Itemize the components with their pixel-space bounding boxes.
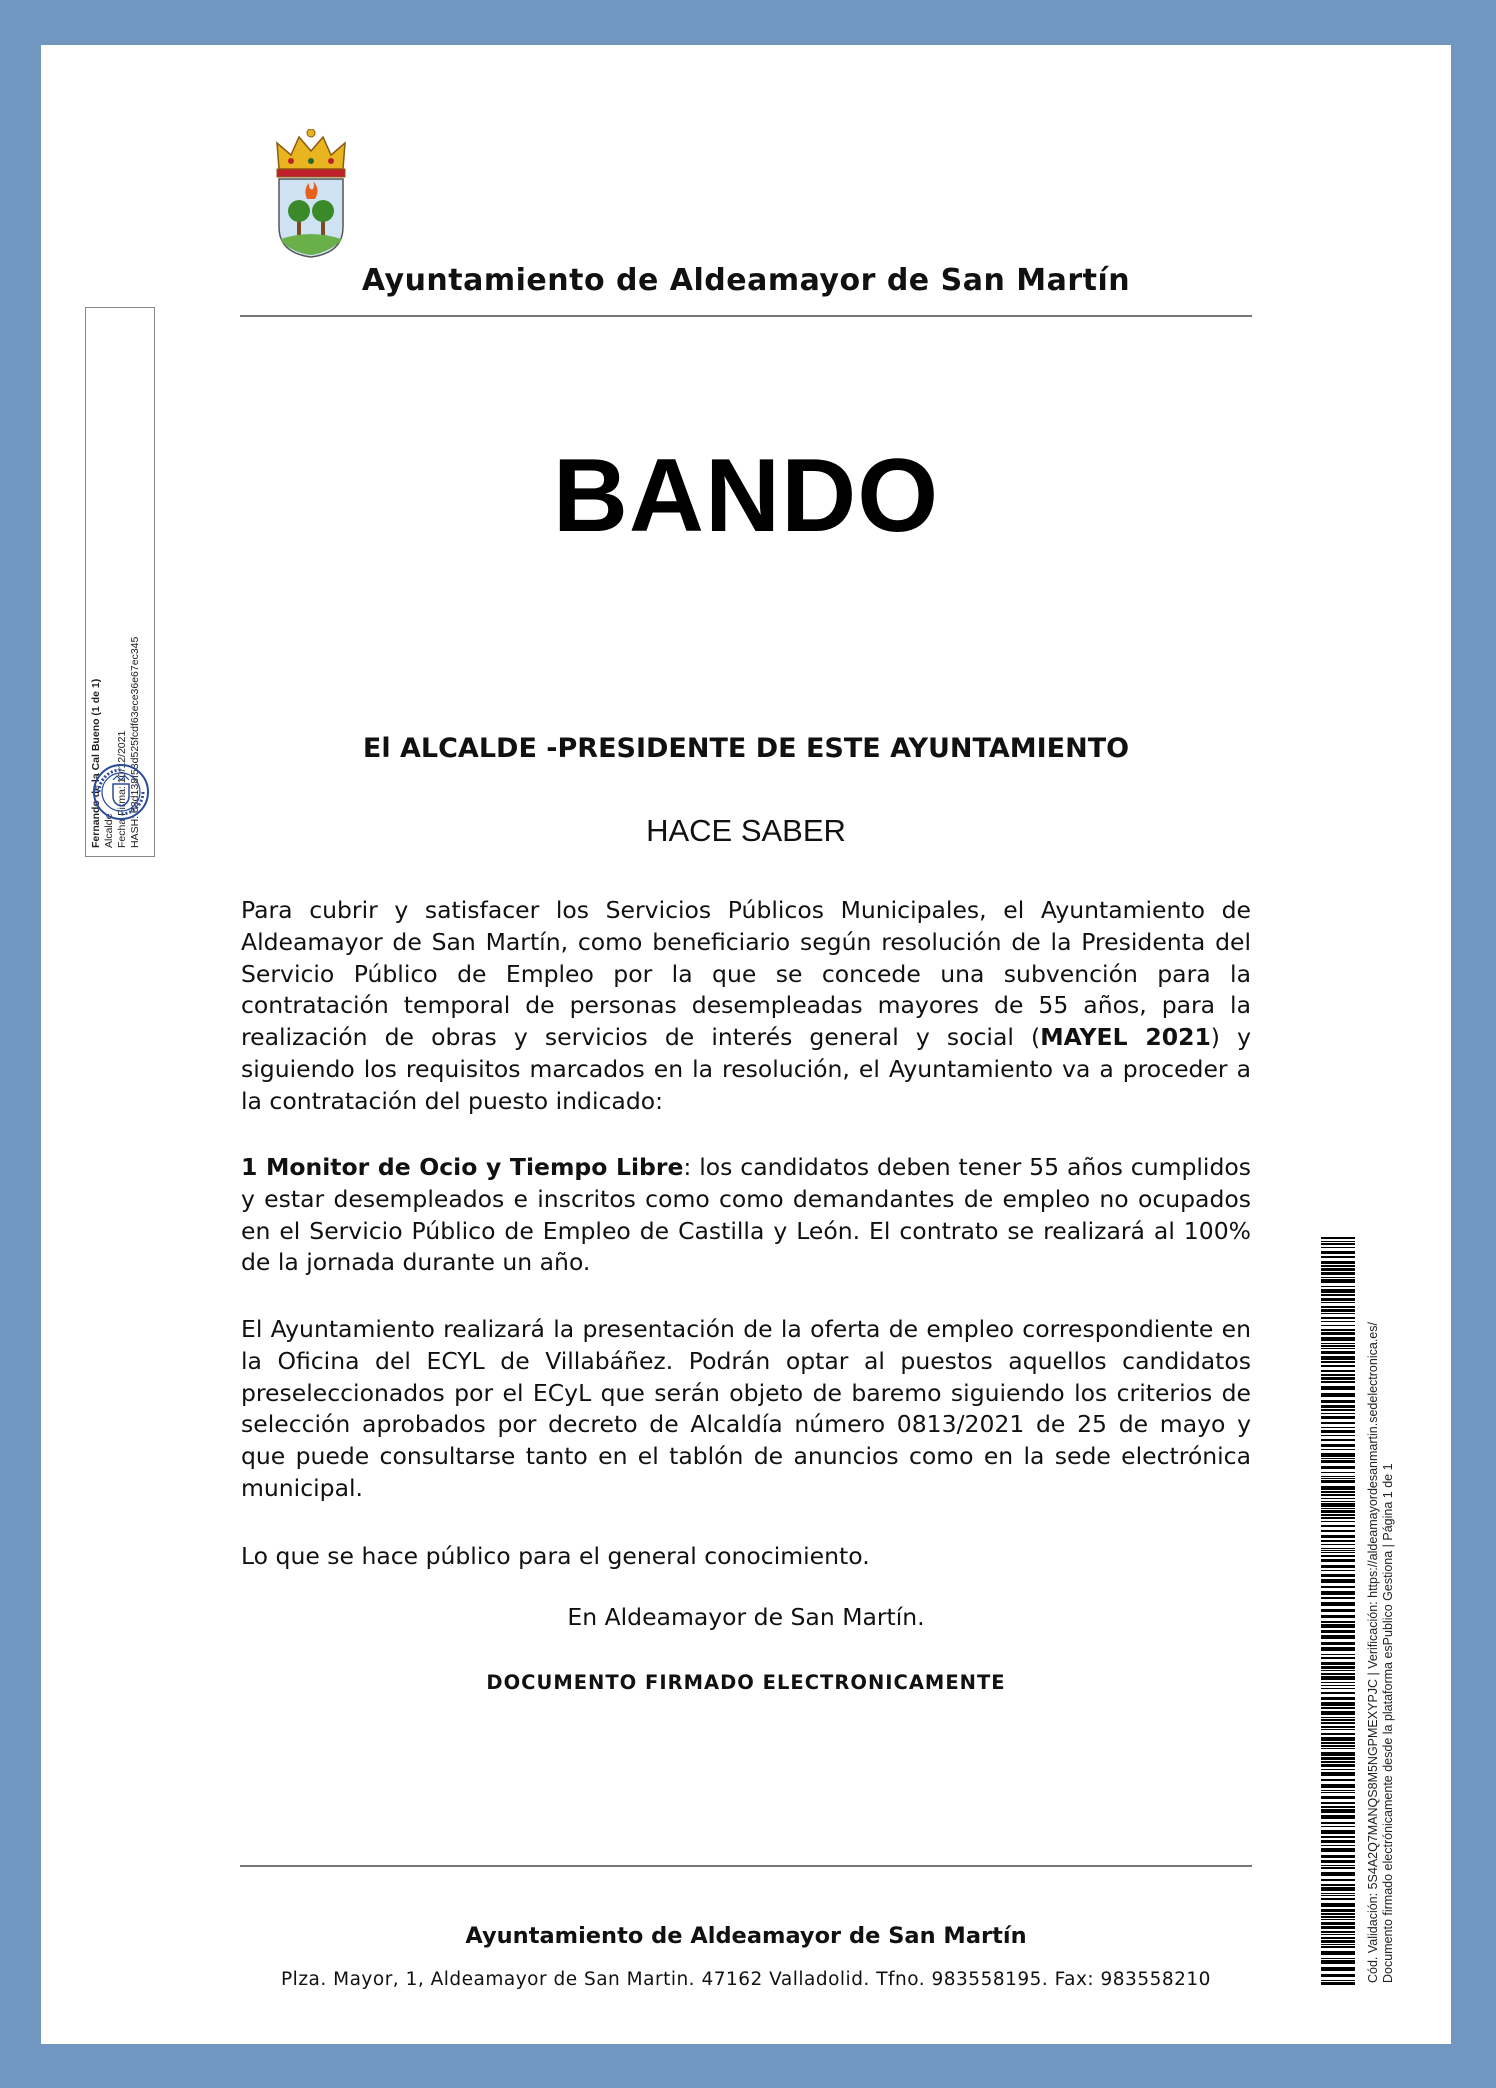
job-title: 1 Monitor de Ocio y Tiempo Libre bbox=[241, 1153, 684, 1181]
signer-role: Alcalde bbox=[103, 813, 115, 848]
paragraph-2 bbox=[241, 1152, 1251, 1279]
paragraph-1 bbox=[241, 895, 1251, 1118]
document-page bbox=[41, 45, 1451, 2044]
paragraph-1-text-b: ) y siguiendo los requisitos marcados en la resolución, el Ayuntamiento va a proceder a la contratación del puesto indicado: bbox=[241, 1023, 1251, 1115]
place-line: En Aldeamayor de San Martín. bbox=[567, 1603, 925, 1631]
validation-code: Cód. Validación: 5S4A2Q7MANQS8M5NGPMEXYPJC | Verificación: https://aldeamayordesanmartin.sedelectronica.es/ bbox=[1366, 1322, 1380, 1983]
paragraph-2-text: : los candidatos deben tener 55 años cumplidos y estar desempleados e inscritos como como demandantes de empleo no ocupados en el Servicio Público de Empleo de Castilla y León. El contrato se realizará al 100% de la jornada durante un año. bbox=[241, 1153, 1251, 1277]
signed-note: DOCUMENTO FIRMADO ELECTRONICAMENTE bbox=[486, 1671, 1006, 1694]
program-name: MAYEL 2021 bbox=[1040, 1023, 1211, 1052]
coat-of-arms-icon bbox=[271, 129, 351, 259]
header-divider bbox=[240, 315, 1252, 317]
validation-text bbox=[1366, 1228, 1396, 1983]
signer-name: Fernando de la Cal Bueno (1 de 1) bbox=[90, 678, 102, 848]
document-heading: BANDO bbox=[552, 438, 940, 554]
signature-hash: HASH: 08d138f53d525fcdf63ece36e67ec345 bbox=[129, 636, 141, 848]
footer-title: Ayuntamiento de Aldeamayor de San Martín bbox=[465, 1923, 1027, 1949]
signature-stamp bbox=[85, 307, 155, 857]
header-title: Ayuntamiento de Aldeamayor de San Martín bbox=[361, 263, 1131, 298]
footer-address: Plza. Mayor, 1, Aldeamayor de San Martin. 47162 Valladolid. Tfno. 983558195. Fax: 983558210 bbox=[281, 1969, 1211, 1990]
barcode-icon bbox=[1321, 1237, 1355, 1987]
paragraph-3: El Ayuntamiento realizará la presentación de la oferta de empleo correspondiente en la Oficina del ECYL de Villabáñez. Podrán optar al puestos aquellos candidatos preseleccionados por el ECyL que serán objeto de baremo siguiendo los criterios de selección aprobados por decreto de Alcaldía número 0813/2021 de 25 de mayo y que puede consultarse tanto en el tablón de anuncios como en la sede electrónica municipal. bbox=[241, 1315, 1251, 1502]
announcement-line: HACE SABER bbox=[646, 813, 846, 848]
signature-date: Fecha Firma: 10/12/2021 bbox=[116, 730, 128, 848]
paragraph-1-text-a: Para cubrir y satisfacer los Servicios Públicos Municipales, el Ayuntamiento de Aldeamayor de San Martín, como beneficiario según resolución de la Presidenta del Servicio Público de Empleo por la que se concede una subvención para la contratación temporal de personas desempleadas mayores de 55 años, para la realización de obras y servicios de interés general y social ( bbox=[241, 896, 1251, 1052]
municipal-seal-icon bbox=[91, 762, 151, 822]
validation-platform: Documento firmado electrónicamente desde la plataforma esPublico Gestiona | Página 1 de 1 bbox=[1381, 1463, 1395, 1983]
paragraph-4: Lo que se hace público para el general conocimiento. bbox=[241, 1542, 870, 1570]
footer-divider bbox=[240, 1865, 1252, 1867]
authority-line: El ALCALDE -PRESIDENTE DE ESTE AYUNTAMIENTO bbox=[362, 733, 1130, 764]
